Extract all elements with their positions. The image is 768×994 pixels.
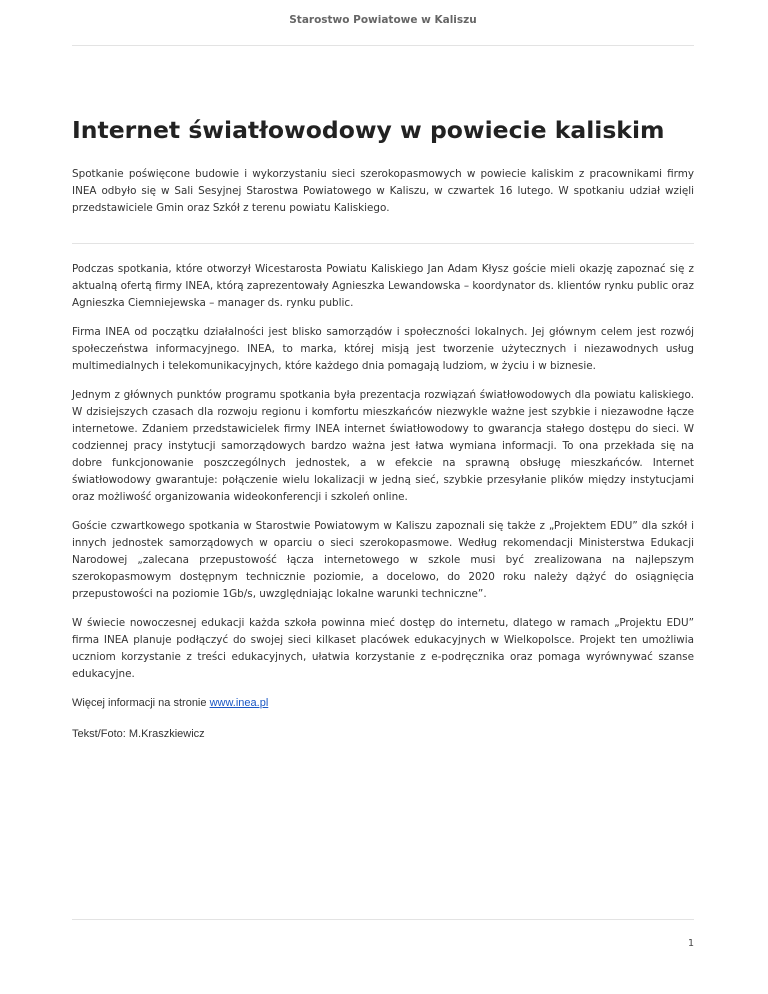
more-info-line — [72, 695, 694, 712]
page-header: Starostwo Powiatowe w Kaliszu — [289, 14, 477, 26]
inea-link[interactable]: www.inea.pl — [209, 697, 269, 709]
lead-divider — [72, 243, 694, 244]
footer-divider — [72, 919, 694, 920]
more-info-prefix: Więcej informacji na stronie — [72, 697, 210, 709]
article-paragraph: Firma INEA od początku działalności jest blisko samorządów i społeczności lokalnych. Jej głównym celem jest rozwój społeczeństwa informacyjnego. INEA, to marka, której misją jest tworzenie użytecznych i niezawodnych usług multimedialnych i telekomunikacyjnych, które każdego dnia pomagają ludziom, w życiu i w biznesie. — [72, 326, 694, 372]
article-paragraph: W świecie nowoczesnej edukacji każda szkoła powinna mieć dostęp do internetu, dlatego w ramach „Projektu EDU” firma INEA planuje podłączyć do swojej sieci kilkaset placówek edukacyjnych w Wielkopolsce. Projekt ten umożliwia uczniom korzystanie z treści edukacyjnych, ułatwia korzystanie z e-podręcznika oraz pomaga wyrównywać szanse edukacyjne. — [72, 617, 694, 680]
article-title: Internet światłowodowy w powiecie kaliskim — [72, 116, 665, 144]
credits: Tekst/Foto: M.Kraszkiewicz — [72, 728, 205, 740]
article-lead: Spotkanie poświęcone budowie i wykorzystaniu sieci szerokopasmowych w powiecie kaliskim z pracownikami firmy INEA odbyło się w Sali Sesyjnej Starostwa Powiatowego w Kaliszu, w czwartek 16 lutego. W spotkaniu udział wzięli przedstawiciele Gmin oraz Szkół z terenu powiatu Kaliskiego. — [72, 168, 694, 214]
article-paragraph: Goście czwartkowego spotkania w Starostwie Powiatowym w Kaliszu zapoznali się także z „Projektem EDU” dla szkół i innych jednostek samorządowych w oparciu o sieci szerokopasmowe. Według rekomendacji Ministerstwa Edukacji Narodowej „zalecana przepustowość łącza internetowego w szkole musi być zrealizowana na najlepszym szerokopasmowym dostępnym technicznie poziomie, a docelowo, do 2020 roku należy dążyć do osiągnięcia przepustowości na poziomie 1Gb/s, uwzględniając lokalne warunki techniczne”. — [72, 520, 694, 600]
article-body — [72, 261, 694, 757]
header-divider — [72, 45, 694, 46]
article-paragraph: Jednym z głównych punktów programu spotkania była prezentacja rozwiązań światłowodowych dla powiatu kaliskiego. W dzisiejszych czasach dla rozwoju regionu i komfortu mieszkańców niezwykle ważne jest szybkie i niezawodne łącze internetowe. Zdaniem przedstawicielek firmy INEA internet światłowodowy to gwarancja stałego dostępu do sieci. W codziennej pracy instytucji samorządowych bardzo ważna jest łatwa wymiana informacji. To ona przekłada się na dobre funkcjonowanie poszczególnych jednostek, a w efekcie na sprawną obsługę mieszkańców. Internet światłowodowy gwarantuje: połączenie wielu lokalizacji w jedną sieć, szybkie przesyłanie plików między instytucjami oraz możliwość organizowania wideokonferencji i szkoleń online. — [72, 389, 694, 503]
page-number: 1 — [687, 938, 694, 949]
article-paragraph: Podczas spotkania, które otworzył Wicestarosta Powiatu Kaliskiego Jan Adam Kłysz goście mieli okazję zapoznać się z aktualną ofertą firmy INEA, którą zaprezentowały Agnieszka Lewandowska – koordynator ds. klientów rynku public oraz Agnieszka Ciemniejewska – manager ds. rynku public. — [72, 263, 694, 309]
